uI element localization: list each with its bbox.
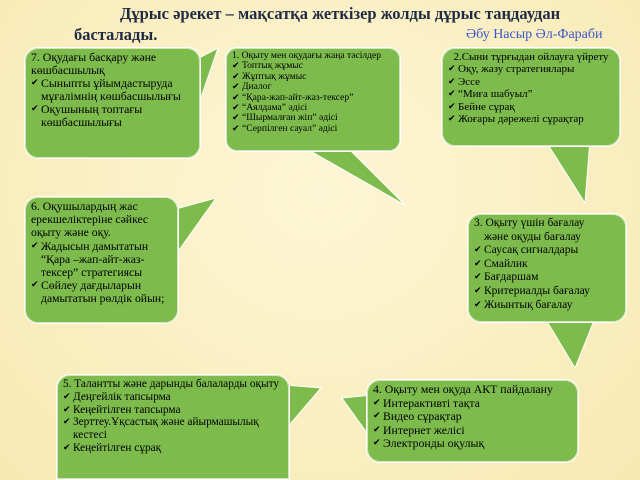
quote-author: Әбу Насыр Әл-Фараби: [466, 27, 603, 42]
bubble-list: [373, 397, 572, 451]
list-item: ✔ Саусақ сигналдары: [474, 244, 620, 258]
list-item: ✔ Смайлик: [474, 258, 620, 272]
list-item: ✔ Топтық жұмыс: [232, 61, 394, 71]
bubble-list: [232, 61, 394, 134]
list-item: ✔ Интернет желісі: [373, 424, 572, 438]
list-item: ✔ Интерактивті тақта: [373, 397, 572, 411]
bubble-age-features: [24, 196, 179, 324]
list-item: ✔ “Серпілген сауал” әдісі: [232, 124, 394, 134]
bubble-heading: 2.Сыни тұрғыдан ойлауға үйрету: [453, 51, 609, 63]
list-item: ✔ Эссе: [448, 76, 614, 88]
list-item: ✔ Бейне сұрақ: [448, 101, 614, 113]
bubble-assessment: [467, 213, 627, 323]
tail-bubble-2: [545, 140, 590, 203]
list-item: ✔ “Шырмалған жіп” әдісі: [232, 113, 394, 123]
list-item: ✔ Сөйлеу дағдыларын дамытатын рөлдік ойын;: [31, 279, 172, 305]
list-item: ✔ “Қара-жап-айт-жаз-тексер”: [232, 93, 394, 103]
tail-bubble-1: [300, 145, 405, 205]
list-item: ✔ Видео сұрақтар: [373, 410, 572, 424]
list-item: ✔ Бағдаршам: [474, 271, 620, 285]
list-item: ✔ Электронды оқулық: [373, 437, 572, 451]
list-item: ✔ Жиынтық бағалау: [474, 299, 620, 313]
bubble-list: [31, 77, 194, 129]
bubble-leadership: [24, 47, 201, 159]
bubble-heading: 6. Оқушылардың жас ерекшеліктеріне сәйкес оқыту және оқу.: [31, 200, 149, 240]
bubble-heading: 7. Оқудағы басқару және көшбасшылық: [31, 50, 157, 78]
title-line-1: Дұрыс әрекет – мақсатқа жеткізер жолды дұрыс таңдаудан: [120, 4, 561, 23]
list-item: ✔ Сыныпты ұйымдастыруда мұғалімнің көшбасшылығы: [31, 77, 194, 103]
list-item: ✔ “Аялдама” әдісі: [232, 103, 394, 113]
list-item: ✔ Кеңейтілген тапсырма: [63, 404, 283, 417]
bubble-new-approaches: [225, 47, 401, 152]
bubble-list: [63, 391, 283, 455]
title-line-2: басталады.: [74, 25, 158, 44]
list-item: ✔ Жадысын дамытатын “Қара –жап-айт-жаз-тексер” стратегиясы: [31, 240, 172, 280]
bubble-list: [31, 240, 172, 306]
list-item: ✔ “Миға шабуыл”: [448, 88, 614, 100]
tail-bubble-3: [545, 318, 595, 368]
bubble-heading: 1. Оқыту мен оқудағы жаңа тәсілдер: [232, 50, 382, 61]
list-item: ✔ Жоғары дәрежелі сұрақтар: [448, 113, 614, 125]
list-item: ✔ Критериалды бағалау: [474, 285, 620, 299]
bubble-heading-continued: және оқуды бағалау: [484, 230, 581, 243]
list-item: ✔ Оқушының топтағы көшбасшылығы: [31, 103, 194, 129]
list-item: ✔ Зерттеу.Ұқсастық және айырмашылық кестесі: [63, 416, 283, 442]
bubble-heading: 4. Оқыту мен оқуда АКТ пайдалану: [373, 382, 553, 396]
bubble-heading: 3. Оқыту үшін бағалау: [474, 217, 585, 229]
list-item: ✔ Кеңейтілген сұрақ: [63, 442, 283, 455]
bubble-list: [448, 63, 614, 125]
bubble-critical-thinking: [441, 47, 621, 147]
list-item: ✔ Диалог: [232, 82, 394, 92]
list-item: ✔ Оқу, жазу стратегиялары: [448, 63, 614, 75]
bubble-ict: [366, 379, 579, 463]
bubble-gifted-children: [56, 374, 290, 480]
list-item: ✔ Деңгейлік тапсырма: [63, 391, 283, 404]
bubble-list: [474, 244, 620, 312]
tail-bubble-5: [285, 385, 321, 430]
list-item: ✔ Жұптық жұмыс: [232, 72, 394, 82]
bubble-heading: 5. Талантты және дарынды балаларды оқыту: [63, 378, 280, 390]
